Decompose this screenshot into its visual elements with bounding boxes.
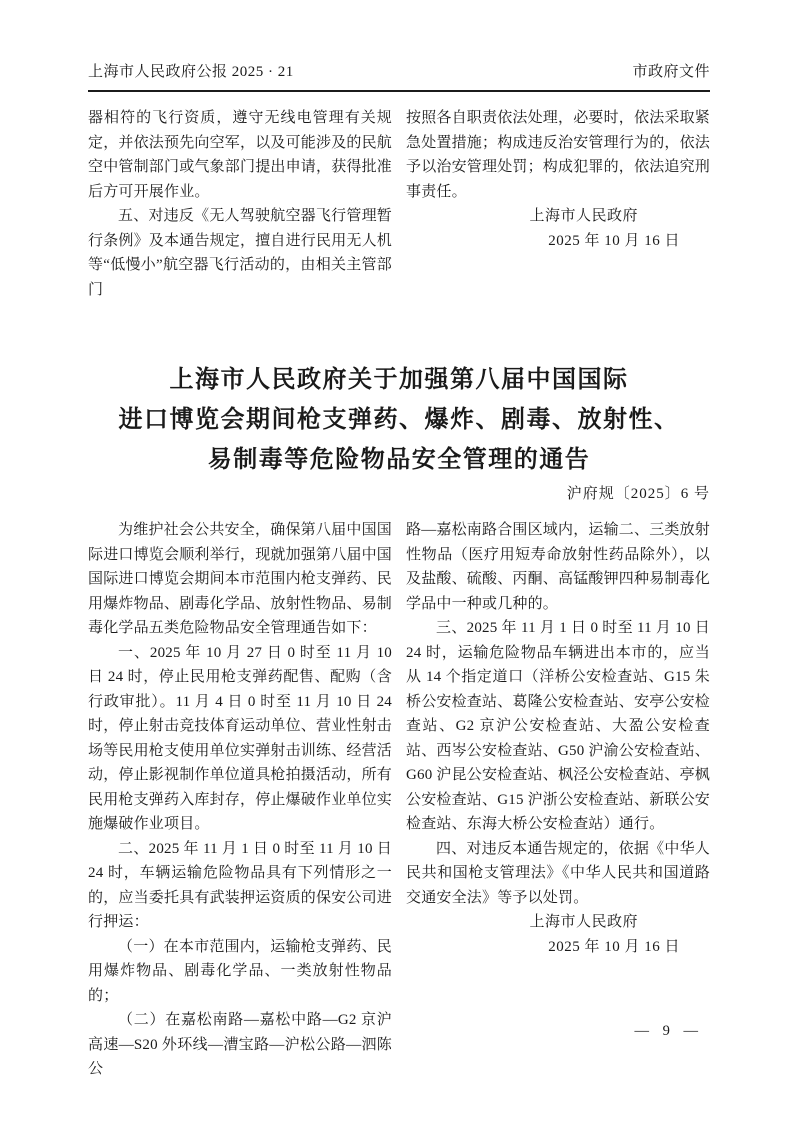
paragraph-item-3: 三、2025 年 11 月 1 日 0 时至 11 月 10 日 24 时，运输危险物品车辆进出本市的，应当从 14 个指定道口（洋桥公安检查站、G15 朱桥公安检查站、葛隆公安检查站、安亭公安检查站、G2 京沪公安检查站、大盈公安检查站、西岑公安检查站、G50 沪渝公安检查站、G60 沪昆公安检查站、枫泾公安检查站、亭枫公安检查站、G15 沪浙公安检查站、新联公安检查站、东海大桥公安检查站）通行。 [406, 620, 711, 832]
document-number: 沪府规〔2025〕6 号 [566, 486, 710, 502]
notice-title-line-1: 上海市人民政府关于加强第八届中国国际 [169, 367, 629, 393]
notice-body-section [88, 518, 710, 1082]
notice-title-line-2: 进口博览会期间枪支弹药、爆炸、剧毒、放射性、 [118, 407, 680, 433]
paragraph-intro: 为维护社会公共安全，确保第八届中国国际进口博览会顺利举行，现就加强第八届中国国际进口博览会期间本市范围内枪支弹药、民用爆炸物品、剧毒化学品、放射性物品、易制毒化学品五类危险物品安全管理通告如下： [88, 522, 393, 636]
notice-right-column [406, 518, 710, 1082]
notice-left-column [88, 518, 392, 1082]
issue-date: 2025 年 10 月 16 日 [548, 232, 680, 249]
paragraph-continuation: 器相符的飞行资质，遵守无线电管理有关规定，并依法预先向空军，以及可能涉及的民航空中管制部门或气象部门提出申请，获得批准后方可开展作业。 [88, 110, 393, 200]
previous-notice-left-column [88, 106, 392, 302]
notice-title-line-3: 易制毒等危险物品安全管理的通告 [207, 447, 591, 473]
paragraph-continuation: 按照各自职责依法处理，必要时，依法采取紧急处置措施；构成违反治安管理行为的，依法予以治安管理处罚；构成犯罪的，依法追究刑事责任。 [406, 110, 711, 200]
paragraph-item-2: 二、2025 年 11 月 1 日 0 时至 11 月 10 日 24 时，车辆运输危险物品具有下列情形之一的，应当委托具有武装押运资质的保安公司进行押运： [88, 840, 393, 930]
notice-title [88, 360, 710, 480]
paragraph-item-4: 四、对违反本通告规定的，依据《中华人民共和国枪支管理法》《中华人民共和国道路交通安全法》等予以处罚。 [406, 840, 710, 906]
paragraph-continuation: 路—嘉松南路合围区域内，运输二、三类放射性物品（医疗用短寿命放射性药品除外），以及盐酸、硫酸、丙酮、高锰酸钾四种易制毒化学品中一种或几种的。 [406, 522, 711, 612]
issuer-signature: 上海市人民政府 [529, 208, 638, 224]
issue-date: 2025 年 10 月 16 日 [548, 938, 680, 955]
page-header [88, 62, 710, 92]
section-label: 市政府文件 [632, 64, 710, 80]
paragraph-subitem-2: （二）在嘉松南路—嘉松中路—G2 京沪高速—S20 外环线—漕宝路—沪松公路—泗陈公 [88, 1012, 392, 1077]
paragraph-item-1: 一、2025 年 10 月 27 日 0 时至 11 月 10 日 24 时，停止民用枪支弹药配售、配购（含行政审批）。11 月 4 日 0 时至 11 月 10 日 24 时，停止射击竞技体育运动单位、营业性射击场等民用枪支使用单位实弹射击训练、经营活动，停止影视制作单位道具枪拍摄活动，所有民用枪支弹药入库封存，停止爆破作业单位实施爆破作业项目。 [88, 644, 393, 832]
paragraph-item-5: 五、对违反《无人驾驶航空器飞行管理暂行条例》及本通告规定，擅自进行民用无人机等“低慢小”航空器飞行活动的，由相关主管部门 [88, 208, 393, 298]
previous-notice-right-column [406, 106, 710, 302]
previous-notice-section [88, 106, 710, 302]
page-number: — 9 — [634, 1023, 699, 1039]
paragraph-subitem-1: （一）在本市范围内，运输枪支弹药、民用爆炸物品、剧毒化学品、一类放射性物品的； [88, 938, 392, 1004]
issuer-signature: 上海市人民政府 [529, 914, 638, 930]
gazette-title: 上海市人民政府公报 2025 · 21 [88, 64, 294, 80]
